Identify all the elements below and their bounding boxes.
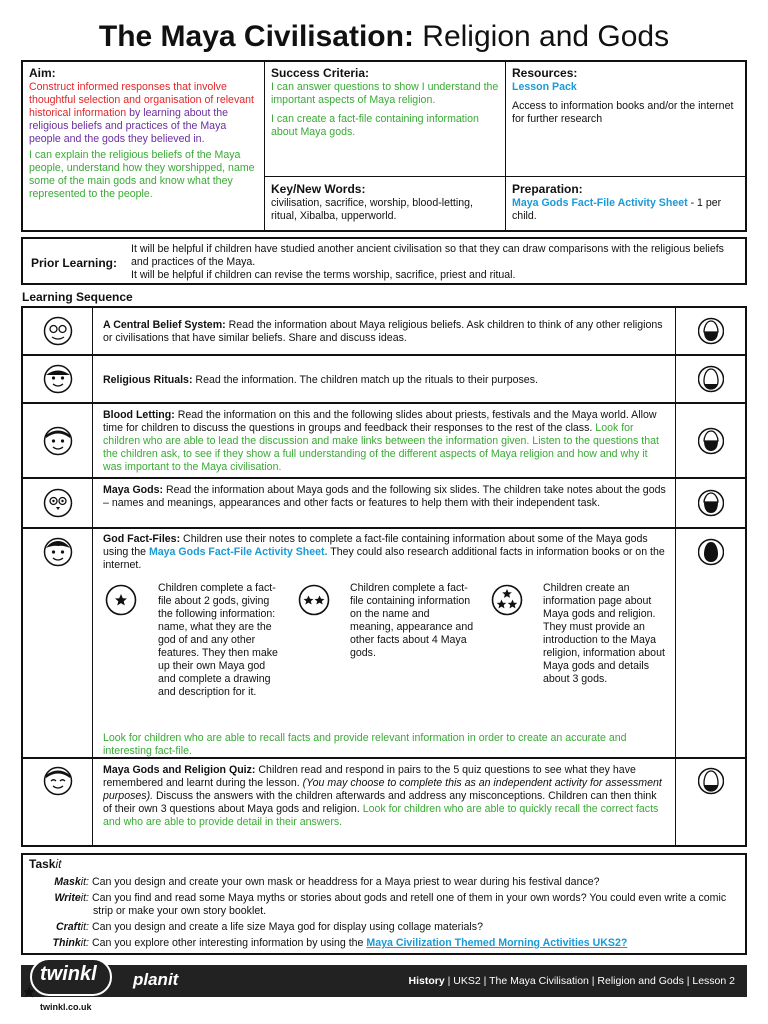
child-face-icon — [43, 766, 73, 796]
morning-activities-link[interactable]: Maya Civilization Themed Morning Activities UKS2? — [366, 937, 628, 949]
challenge-egg-icon — [698, 537, 724, 567]
sequence-step: Maya Gods: Read the information about Maya gods and the following six slides. The children take notes about the gods – names and meanings, appearances and other facts or features to help them with their independent task. — [21, 479, 747, 529]
step-title: A Central Belief System: — [103, 319, 226, 331]
child-face-icon — [43, 426, 73, 456]
twinkl-url: twinkl.co.uk — [40, 1002, 92, 1012]
aim-heading: Aim: — [29, 66, 56, 80]
sequence-step: Religious Rituals: Read the information. The children match up the rituals to their purposes. — [21, 356, 747, 404]
success-criteria-section: Success Criteria: I can answer questions to show I understand the important aspects of Maya religion. I can create a fact-file containing information about Maya gods. — [271, 66, 501, 139]
owl-icon — [43, 488, 73, 518]
lesson-overview-box — [21, 60, 747, 232]
twinkl-logo: twinkl — [40, 963, 97, 985]
taskit-think: Thinkit: Can you explore other interesting information by using the Maya Civilization Themed Morning Activities UKS2? — [52, 937, 628, 949]
two-star-icon — [298, 584, 330, 616]
preparation-section: Preparation: Maya Gods Fact-File Activity Sheet - 1 per child. — [512, 182, 722, 222]
sequence-step: Blood Letting: Read the information on this and the following slides about priests, festivals and the Maya world. Allow time for children to discuss the questions in groups and feedback their responses to the rest of the class. Look for children who are able to lead the discussion and make links between the information given. Listen to the questions that the children ask, to see if they show a full understanding of the different aspects of Maya religion and how and why it was important to the Maya civilisation. — [21, 404, 747, 479]
challenge-egg-icon — [698, 766, 724, 796]
step-title: Blood Letting: — [103, 409, 175, 421]
activity-sheet-link[interactable]: Maya Gods Fact-File Activity Sheet — [512, 197, 688, 209]
activity-sheet-link[interactable]: Maya Gods Fact-File Activity Sheet. — [148, 546, 328, 558]
page-title: The Maya Civilisation: Religion and Gods — [98, 20, 670, 53]
step-title: Religious Rituals: — [103, 374, 193, 386]
sequence-step: A Central Belief System: Read the information about Maya religious beliefs. Ask children to think of any other religions or civilisations that have similar beliefs. Share and discuss ideas. — [21, 306, 747, 356]
step-title: God Fact-Files: — [103, 533, 181, 545]
prior-learning-box — [21, 237, 747, 285]
footer-breadcrumb: History | UKS2 | The Maya Civilisation | Religion and Gods | Lesson 2 — [408, 975, 735, 987]
aim-focus: about the religious beliefs and practices of the Maya people and the gods they believed in. — [29, 107, 229, 145]
one-star-icon — [105, 584, 137, 616]
taskit-box — [21, 853, 747, 955]
aim-objective: Construct informed responses that involve thoughtful selection and organisation of relevant historical information — [29, 81, 254, 119]
step-title: Maya Gods: — [103, 484, 164, 496]
differentiation-one-star: Children complete a fact-file about 2 gods, giving the following information: name, what they are the god of and any other features. They then make up their own Maya god and complete a drawing and description for it. — [158, 582, 278, 698]
prior-learning-label: Prior Learning: — [31, 256, 118, 270]
aim-section: Aim: Construct informed responses that involve thoughtful selection and organisation of relevant historical information by learning about the religious beliefs and practices of the Maya people and the gods they believed in. I can explain the religious beliefs of the Maya people, understand how they worshipped, name some of the main gods and know what they represented to the people. — [29, 66, 259, 201]
taskit-craft: Craftit: Can you design and create a life size Maya god for display using collage materials? — [56, 921, 483, 933]
child-face-icon — [43, 537, 73, 567]
star-icon — [22, 985, 36, 999]
success-criterion-2: I can create a fact-file containing information about Maya gods. — [271, 113, 479, 138]
challenge-egg-icon — [698, 364, 724, 394]
key-words-section: Key/New Words: civilisation, sacrifice, worship, blood-letting, ritual, Xibalba, upperworld. — [271, 182, 473, 222]
lesson-pack-link[interactable]: Lesson Pack — [512, 81, 577, 93]
challenge-egg-icon — [698, 426, 724, 456]
resources-section: Resources: Lesson Pack Access to information books and/or the internet for further research — [512, 66, 742, 126]
challenge-egg-icon — [698, 316, 724, 346]
three-star-icon — [491, 584, 523, 616]
sequence-step: Maya Gods and Religion Quiz: Children read and respond in pairs to the 5 quiz questions to see what they have remembered and learnt during the lesson. (You may choose to complete this as an independent activity for assessment purposes). Discuss the answers with the children afterwards and address any misconceptions. Children can then think of their own 3 questions about Maya gods and religion. Look for children who are able to quickly recall the correct facts and who are able to provide detail in their answers. — [21, 759, 747, 847]
planit-logo: planit — [133, 970, 179, 989]
challenge-egg-icon — [698, 488, 724, 518]
learning-sequence-heading: Learning Sequence — [22, 290, 133, 304]
taskit-heading: Taskit — [29, 857, 62, 871]
owl-icon — [43, 316, 73, 346]
step-title: Maya Gods and Religion Quiz: — [103, 764, 256, 776]
aim-outcome: I can explain the religious beliefs of the Maya people, understand how they worshipped, name some of the main gods and know what they represented to the people. — [29, 149, 255, 200]
footer-bar — [21, 965, 747, 997]
prior-learning-text: It will be helpful if children have studied another ancient civilisation so that they can draw comparisons with the religious beliefs and practices of the Maya. It will be helpful if children can revise the terms worship, sacrifice, priest and ritual. — [131, 243, 724, 281]
differentiation-two-star: Children complete a fact-file containing information on the name and meaning, appearance and other facts about 4 Maya gods. — [350, 582, 474, 659]
child-face-icon — [43, 364, 73, 394]
taskit-write: Writeit: Can you find and read some Maya myths or stories about gods and retell one of them in your own words? You could even write a comic strip or make your own story booklet. — [54, 892, 727, 917]
differentiation-three-star: Children create an information page about Maya gods and religion. They must provide an introduction to the Maya religion, information about Maya gods and details about 3 gods. — [543, 582, 665, 685]
success-criterion-1: I can answer questions to show I understand the important aspects of Maya religion. — [271, 81, 499, 106]
sequence-step: God Fact-Files: Children use their notes to complete a fact-file containing information about some of the Maya gods using the Maya Gods Fact-File Activity Sheet. They could also research additional facts in information books or on the internet. Children complete a fact-file about 2 gods, giving the following information: name, what they are the god of and any other features. They then make up their own Maya god and complete a drawing and description for it. Children complete a fact-file containing information on the name and meaning, appearance and other facts about 4 Maya gods. Children create an information page about Maya gods and religion. They must provide an introduction to the Maya religion, information about Maya gods and details about 3 gods. Look for children who are able to recall facts and provide relevant information in order to create an accurate and interesting fact-file. — [21, 529, 747, 759]
taskit-mask: Maskit: Can you design and create your own mask or headdress for a Maya priest to wear during his festival dance? — [54, 876, 600, 888]
